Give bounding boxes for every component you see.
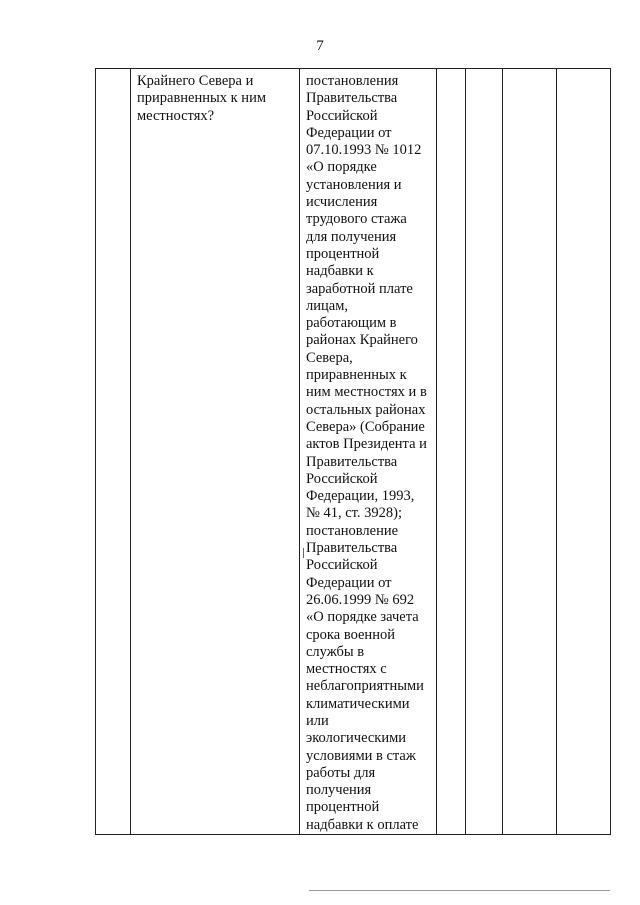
legal-basis-line: Федерации от: [306, 124, 392, 141]
legal-basis-line: Севера» (Собрание: [306, 418, 425, 435]
page-number: 7: [316, 38, 324, 54]
table-row: [96, 69, 611, 835]
legal-basis-line: приравненных к: [306, 367, 407, 384]
legal-basis-line: процентной: [306, 799, 380, 816]
legal-basis-line: местностях с: [306, 661, 387, 678]
question-line: Крайнего Севера и: [137, 73, 254, 89]
legal-basis-line: получения: [306, 782, 372, 799]
legal-basis-line: Федерации, 1993,: [306, 488, 415, 505]
legal-basis-line: Правительства: [306, 90, 398, 107]
legal-basis-line: работы для: [306, 764, 376, 781]
question-text: [131, 69, 299, 125]
legal-basis-line: 07.10.1993 № 1012: [306, 142, 422, 159]
legal-basis-line: № 41, ст. 3928);: [306, 505, 402, 522]
margin-mark: [303, 548, 304, 558]
cell-question: [131, 69, 300, 835]
legal-basis-line: неблагоприятными: [306, 678, 424, 695]
legal-basis-line: установления и: [306, 176, 402, 193]
cell-answer-yes: [437, 69, 466, 835]
legal-basis-line: заработной плате: [306, 280, 413, 297]
cell-legal-basis: [300, 69, 437, 835]
legal-basis-line: срока военной: [306, 626, 395, 643]
legal-basis-line: процентной: [306, 245, 380, 262]
requirements-table: [95, 68, 611, 835]
legal-basis-line: ним местностях и в: [306, 384, 427, 401]
legal-basis-text: [300, 69, 436, 834]
legal-basis-line: трудового стажа: [306, 211, 407, 228]
legal-basis-line: Федерации от: [306, 574, 392, 591]
cell-not-applicable: [503, 69, 557, 835]
legal-basis-line: 26.06.1999 № 692: [306, 591, 415, 608]
legal-basis-line: Правительства: [306, 540, 398, 557]
legal-basis-line: климатическими: [306, 695, 410, 712]
question-line: приравненных к ним: [137, 90, 266, 107]
legal-basis-line: Российской: [306, 557, 378, 574]
legal-basis-line: надбавки к: [306, 263, 374, 280]
legal-basis-line: Правительства: [306, 453, 398, 470]
legal-basis-line: службы в: [306, 643, 365, 660]
legal-basis-line: условиями в стаж: [306, 747, 416, 764]
cell-number: [96, 69, 131, 835]
legal-basis-line: Российской: [306, 470, 378, 487]
legal-basis-line: надбавки к оплате: [306, 816, 419, 833]
legal-basis-line: постановления: [306, 73, 399, 89]
legal-basis-line: экологическими: [306, 730, 407, 747]
legal-basis-line: районах Крайнего: [306, 332, 418, 349]
legal-basis-line: для получения: [306, 228, 397, 245]
legal-basis-line: «О порядке зачета: [306, 609, 419, 626]
legal-basis-line: «О порядке: [306, 159, 377, 176]
legal-basis-line: Российской: [306, 107, 378, 124]
cell-note: [557, 69, 611, 835]
legal-basis-line: Севера,: [306, 349, 353, 366]
legal-basis-line: остальных районах: [306, 401, 426, 418]
legal-basis-line: постановление: [306, 522, 399, 539]
page-bottom-rule: [309, 890, 610, 891]
legal-basis-line: лицам,: [306, 297, 348, 314]
question-line: местностях?: [137, 107, 215, 124]
legal-basis-line: актов Президента и: [306, 436, 427, 453]
cell-answer-no: [466, 69, 503, 835]
legal-basis-line: работающим в: [306, 315, 397, 332]
legal-basis-line: или: [306, 712, 329, 729]
legal-basis-line: исчисления: [306, 194, 378, 211]
